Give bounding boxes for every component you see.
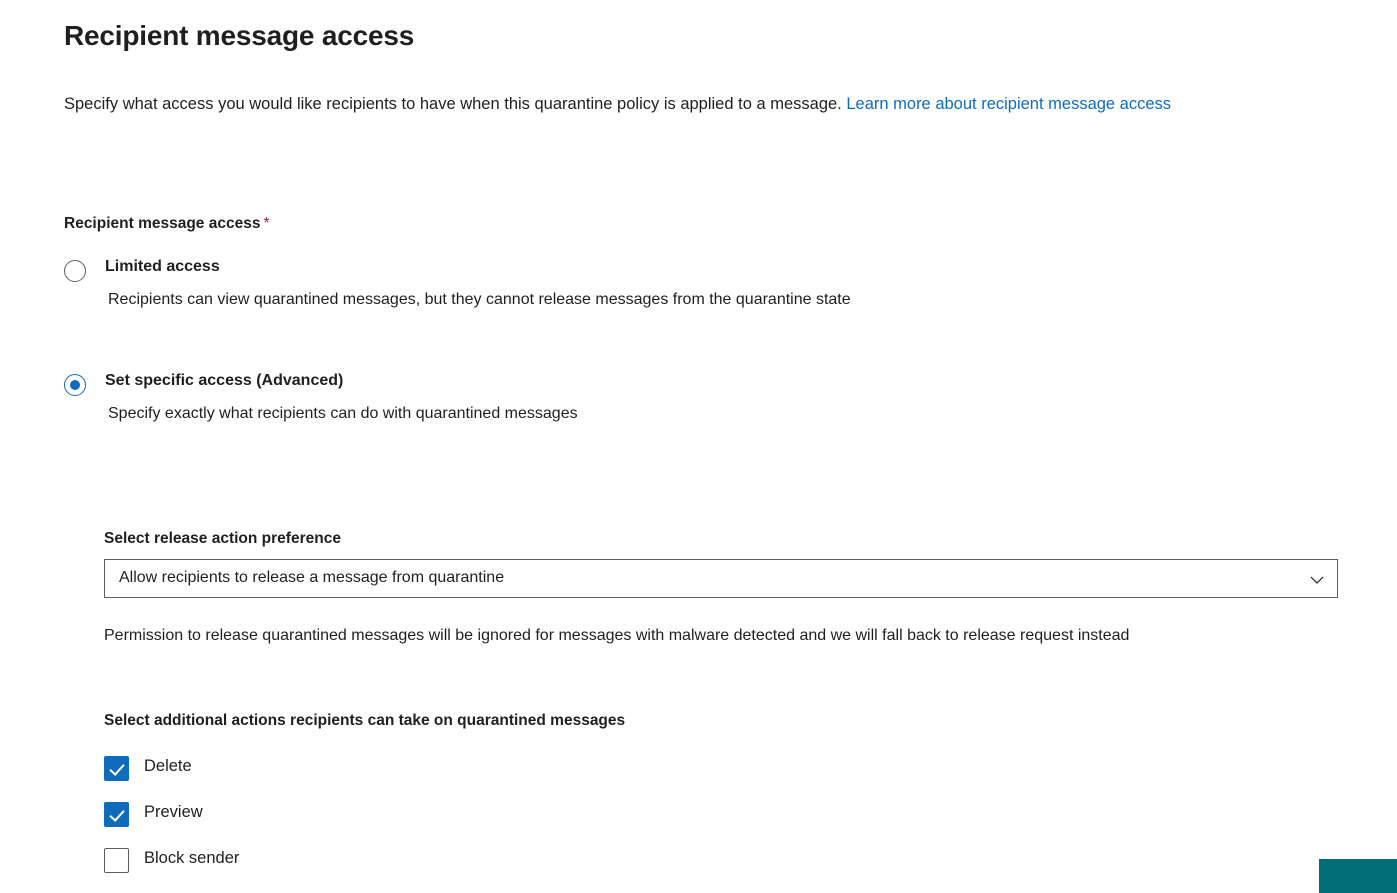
page-title: Recipient message access <box>64 20 415 51</box>
checkbox-block-sender-label[interactable]: Block sender <box>144 849 240 867</box>
release-preference-selected-value: Allow recipients to release a message from quarantine <box>119 569 505 586</box>
checkbox-delete-icon[interactable] <box>104 756 129 781</box>
field-label-text: Recipient message access <box>64 215 261 232</box>
release-preference-label: Select release action preference <box>104 530 341 547</box>
intro-description: Specify what access you would like recipients to have when this quarantine policy is applied to a message. <box>64 95 847 113</box>
checkbox-preview-label[interactable]: Preview <box>144 803 203 821</box>
radio-set-specific-access-icon[interactable] <box>64 374 86 396</box>
required-marker: * <box>263 215 270 232</box>
learn-more-link[interactable]: Learn more about recipient message access <box>846 95 1172 113</box>
radio-limited-access-description: Recipients can view quarantined messages, but they cannot release messages from the quarantine state <box>108 291 851 308</box>
radio-limited-access-icon[interactable] <box>64 260 86 282</box>
radio-set-specific-access-description: Specify exactly what recipients can do with quarantined messages <box>108 405 578 422</box>
checkbox-block-sender-icon[interactable] <box>104 848 129 873</box>
additional-actions-label: Select additional actions recipients can take on quarantined messages <box>104 712 626 729</box>
field-label-recipient-message-access <box>64 215 270 233</box>
intro-text <box>64 90 1339 118</box>
checkbox-preview-icon[interactable] <box>104 802 129 827</box>
radio-set-specific-access-label[interactable]: Set specific access (Advanced) <box>105 372 344 389</box>
chevron-down-icon <box>1309 572 1325 588</box>
radio-limited-access-label[interactable]: Limited access <box>105 258 220 275</box>
release-preference-dropdown[interactable] <box>104 559 1338 598</box>
checkbox-delete-label[interactable]: Delete <box>144 757 192 775</box>
release-preference-helper-text: Permission to release quarantined messages will be ignored for messages with malware detected and we will fall back to release request instead <box>104 627 1130 644</box>
bottom-right-action-button[interactable] <box>1319 859 1397 893</box>
